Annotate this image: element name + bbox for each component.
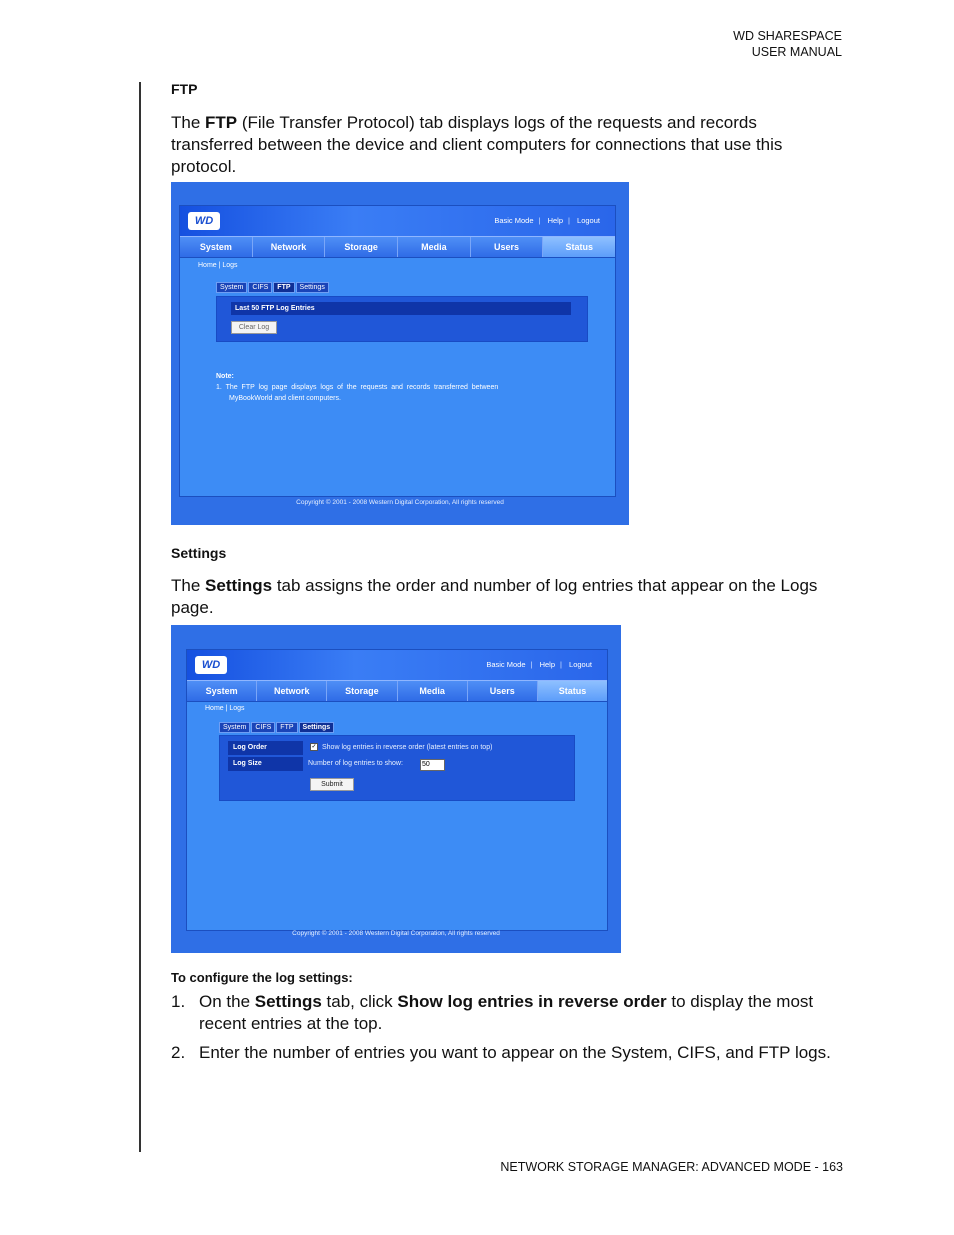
log-entries-bar: Last 50 FTP Log Entries (231, 302, 571, 315)
subtab-ftp[interactable]: FTP (273, 282, 294, 293)
nav-network[interactable]: Network (257, 681, 327, 701)
reverse-order-checkbox[interactable]: ✓ (311, 744, 317, 751)
nav-users[interactable]: Users (471, 237, 544, 257)
log-panel (216, 296, 588, 342)
logout-link[interactable]: Logout (577, 216, 600, 225)
heading-ftp: FTP (171, 81, 198, 97)
help-link[interactable]: Help (547, 216, 563, 225)
nav-storage[interactable]: Storage (327, 681, 397, 701)
subtab-settings[interactable]: Settings (299, 722, 335, 733)
nav-storage[interactable]: Storage (325, 237, 398, 257)
log-size-text: Number of log entries to show: (308, 760, 403, 767)
screenshot-ftp-tab (171, 182, 629, 525)
nav-system[interactable]: System (187, 681, 257, 701)
paragraph-ftp: The FTP (File Transfer Protocol) tab displays logs of the requests and records transferred between the device and client computers for connections that use this protocol. (171, 113, 783, 176)
app-frame (186, 649, 608, 931)
top-links: Basic Mode | Help | Logout (494, 216, 600, 225)
step-2: 2. Enter the number of entries you want to appear on the System, CIFS, and FTP logs. (171, 1043, 831, 1062)
log-order-row: ✓ Show log entries in reverse order (latest entries on top) (311, 744, 493, 751)
subtab-cifs[interactable]: CIFS (248, 282, 272, 293)
log-subtabs (216, 282, 330, 293)
copyright: Copyright © 2001 - 2008 Western Digital Corporation, All rights reserved (296, 499, 504, 506)
step-1: 1. On the Settings tab, click Show log entries in reverse order to display the most recent entries at the top. (171, 992, 814, 1033)
header-line2: USER MANUAL (751, 45, 842, 59)
main-nav (180, 236, 615, 258)
app-topbar (180, 206, 615, 236)
screenshot-settings-tab (171, 625, 621, 953)
subtab-cifs[interactable]: CIFS (251, 722, 275, 733)
nav-media[interactable]: Media (398, 681, 468, 701)
top-links: Basic Mode | Help | Logout (486, 660, 592, 669)
subtab-system[interactable]: System (216, 282, 247, 293)
heading-settings: Settings (171, 545, 227, 561)
log-order-label: Log Order (228, 741, 303, 755)
app-frame (179, 205, 616, 497)
nav-system[interactable]: System (180, 237, 253, 257)
main-nav (187, 680, 607, 702)
heading-configure: To configure the log settings: (171, 970, 353, 985)
nav-status[interactable]: Status (538, 681, 607, 701)
app-topbar (187, 650, 607, 680)
wd-logo: WD (188, 212, 220, 230)
settings-panel (219, 735, 575, 801)
ftp-note: Note: 1. The FTP log page displays logs of the requests and records transferred between MyBookWorld and client computers. (216, 373, 499, 402)
subtab-ftp[interactable]: FTP (276, 722, 297, 733)
log-size-input[interactable]: 50 (420, 759, 445, 771)
clear-log-button[interactable]: Clear Log (231, 321, 277, 334)
basic-mode-link[interactable]: Basic Mode (486, 660, 526, 669)
submit-button[interactable]: Submit (310, 778, 354, 791)
page-header (733, 28, 842, 60)
breadcrumb[interactable]: Home | Logs (198, 262, 238, 269)
subtab-system[interactable]: System (219, 722, 250, 733)
margin-rule (139, 82, 141, 1152)
copyright: Copyright © 2001 - 2008 Western Digital Corporation, All rights reserved (292, 930, 500, 937)
nav-status[interactable]: Status (543, 237, 615, 257)
subtab-settings[interactable]: Settings (296, 282, 329, 293)
log-size-label: Log Size (228, 757, 303, 771)
page-footer: NETWORK STORAGE MANAGER: ADVANCED MODE - 163 (500, 1160, 843, 1174)
header-line1: WD SHARESPACE (733, 29, 842, 43)
basic-mode-link[interactable]: Basic Mode (494, 216, 534, 225)
paragraph-settings: The Settings tab assigns the order and number of log entries that appear on the Logs page. (171, 576, 818, 617)
wd-logo: WD (195, 656, 227, 674)
help-link[interactable]: Help (539, 660, 555, 669)
log-subtabs (219, 722, 335, 733)
steps-list (171, 991, 836, 1071)
breadcrumb[interactable]: Home | Logs (205, 705, 245, 712)
nav-media[interactable]: Media (398, 237, 471, 257)
nav-network[interactable]: Network (253, 237, 326, 257)
nav-users[interactable]: Users (468, 681, 538, 701)
logout-link[interactable]: Logout (569, 660, 592, 669)
